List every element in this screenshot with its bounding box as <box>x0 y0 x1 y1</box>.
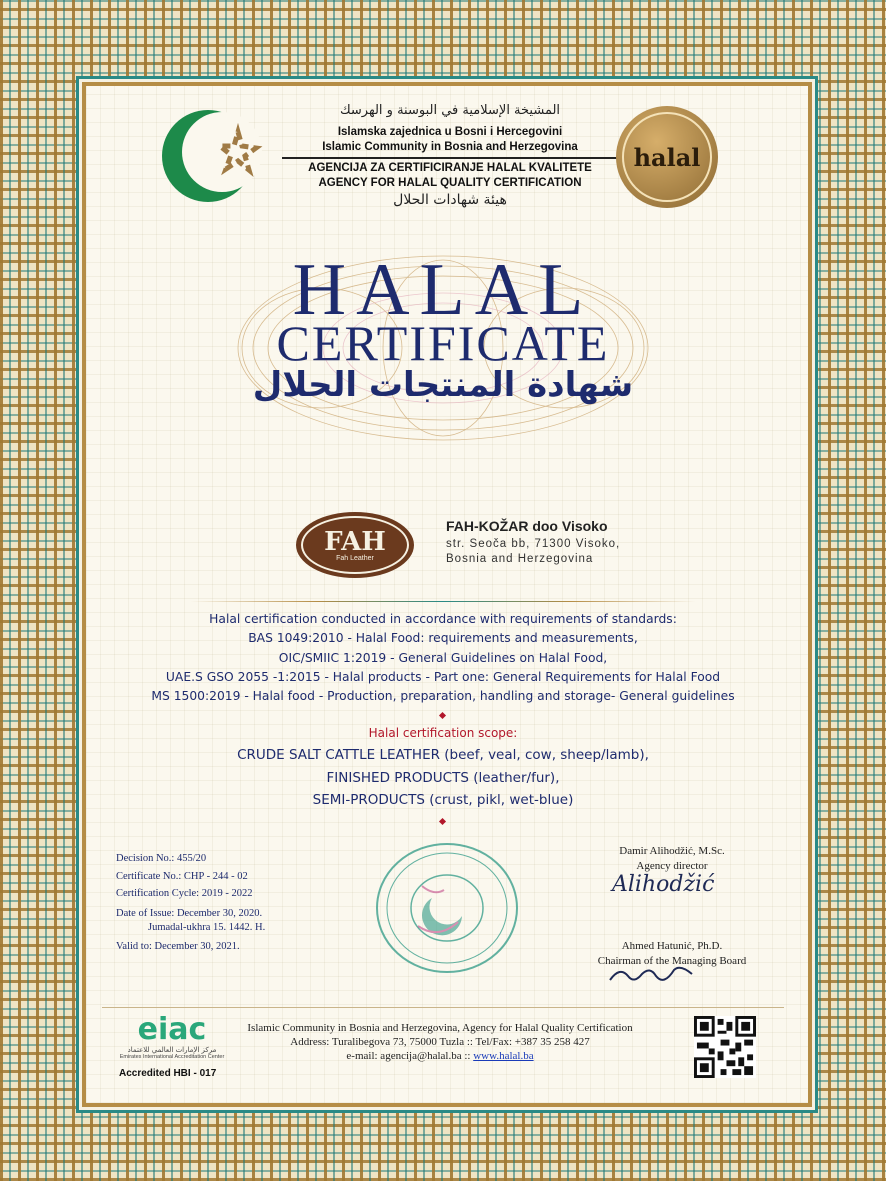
valid-to: Valid to: December 30, 2021. <box>116 941 240 952</box>
certificate-number: Certificate No.: CHP - 244 - 02 <box>116 871 248 882</box>
director-signature: Alihodžić <box>612 872 715 897</box>
eiac-logo-text: eiac <box>137 1012 207 1047</box>
islamic-community-logo <box>158 104 268 209</box>
title-halal: HALAL <box>292 249 594 331</box>
standards-divider <box>190 601 696 602</box>
company-logo-text: FAH <box>324 526 386 557</box>
footer-rule <box>102 1007 784 1008</box>
director-title: Agency director <box>636 860 708 872</box>
chairman-title: Chairman of the Managing Board <box>597 955 747 967</box>
agency-name-en: AGENCY FOR HALAL QUALITY CERTIFICATION <box>318 177 582 189</box>
scope-label: Halal certification scope: <box>368 726 518 740</box>
eiac-arabic: مركز الإمارات العالمي للاعتماد <box>127 1046 217 1054</box>
scope-item: FINISHED PRODUCTS (leather/fur), <box>326 770 560 786</box>
halal-seal-logo <box>616 106 718 208</box>
director-name: Damir Alihodžić, M.Sc. <box>619 845 725 857</box>
org-name-bs: Islamska zajednica u Bosni i Hercegovini <box>337 126 563 138</box>
company-logo-sub: Fah Leather <box>336 554 374 562</box>
standard-item: MS 1500:2019 - Halal food - Production, preparation, handling and storage- General guidelines <box>151 689 735 703</box>
agency-name-bs: AGENCIJA ZA CERTIFICIRANJE HALAL KVALITETE <box>308 162 592 174</box>
company-address-line1: str. Seoča bb, 71300 Visoko, <box>446 538 621 550</box>
company-name: FAH-KOŽAR doo Visoko <box>446 518 608 534</box>
accreditation-number: Accredited HBI - 017 <box>119 1068 217 1079</box>
chairman-name: Ahmed Hatunić, Ph.D. <box>621 940 723 952</box>
qr-code[interactable] <box>694 1016 756 1078</box>
decision-number: Decision No.: 455/20 <box>116 853 207 864</box>
org-name-en: Islamic Community in Bosnia and Herzegovina <box>322 141 578 153</box>
standard-item: UAE.S GSO 2055 -1:2015 - Halal products - Part one: General Requirements for Halal Food <box>165 670 721 684</box>
standard-item: BAS 1049:2010 - Halal Food: requirements and measurements, <box>248 631 638 645</box>
hijri-date: Jumadal-ukhra 15. 1442. H. <box>148 922 266 933</box>
footer-contact <box>200 1050 680 1062</box>
date-of-issue: Date of Issue: December 30, 2020. <box>116 908 263 919</box>
header-rule <box>282 157 618 159</box>
title-certificate: CERTIFICATE <box>276 315 610 371</box>
footer-address: Address: Turalibegova 73, 75000 Tuzla :: Tel/Fax: +387 35 258 427 <box>290 1036 590 1048</box>
company-address-line2: Bosnia and Herzegovina <box>446 553 594 565</box>
title-arabic: شهادة المنتجات الحلال <box>252 365 634 405</box>
standards-intro: Halal certification conducted in accordance with requirements of standards: <box>209 612 677 626</box>
certification-cycle: Certification Cycle: 2019 - 2022 <box>116 888 253 899</box>
agency-name-ar: هيئة شهادات الحلال <box>393 192 507 208</box>
arabic-org-name: المشيخة الإسلامية في البوسنة و الهرسك <box>339 103 561 118</box>
eiac-subtitle: Emirates International Accreditation Center <box>119 1054 225 1060</box>
footer-org: Islamic Community in Bosnia and Herzegovina, Agency for Halal Quality Certification <box>247 1022 633 1034</box>
halal-logo-text: halal <box>633 142 701 172</box>
scope-item: SEMI-PRODUCTS (crust, pikl, wet-blue) <box>312 792 574 808</box>
footer-email: e-mail: agencija@halal.ba :: <box>346 1050 471 1062</box>
official-stamp <box>372 838 522 978</box>
standard-item: OIC/SMIIC 1:2019 - General Guidelines on Halal Food, <box>278 651 608 665</box>
scope-item: CRUDE SALT CATTLE LEATHER (beef, veal, cow, sheep/lamb), <box>237 747 649 763</box>
website-link[interactable]: www.halal.ba <box>473 1050 534 1062</box>
company-logo <box>296 512 414 578</box>
chairman-signature <box>606 962 698 986</box>
